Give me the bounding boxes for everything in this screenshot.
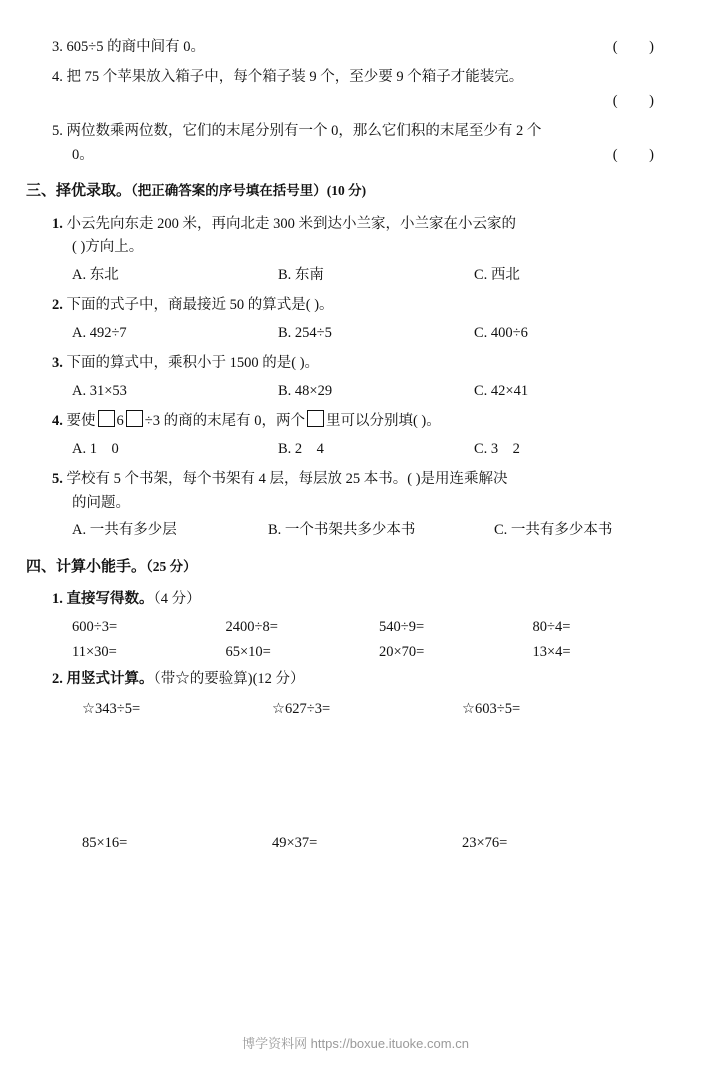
vertical-calc-item[interactable]: ☆603÷5= <box>462 700 521 717</box>
mental-math-item[interactable]: 11×30= <box>72 644 117 661</box>
item-text-cont: ( )方向上。 <box>72 239 144 256</box>
vertical-calc-row-2 <box>26 835 686 852</box>
choice-question-1-cont[interactable] <box>26 236 686 259</box>
section-three-heading <box>26 179 686 203</box>
option-c[interactable]: C. 400÷6 <box>474 324 528 341</box>
item-number: 3. <box>52 355 63 372</box>
item-text-pre: 要使 <box>66 413 96 430</box>
judgement-item-3 <box>26 36 686 59</box>
item-number: 4. <box>52 69 63 86</box>
item-number: 1. <box>52 215 63 232</box>
choice-question-5 <box>26 468 686 491</box>
item-text-cont: 0。 <box>72 146 94 163</box>
item-number: 2. <box>52 671 63 688</box>
item-text: 小云先向东走 200 米，再向北走 300 米到达小兰家，小兰家在小云家的 <box>66 215 516 232</box>
mental-math-row-2 <box>26 644 686 661</box>
worksheet-content <box>26 36 686 852</box>
item-text: 两位数乘两位数，它们的末尾分别有一个 0，那么它们积的末尾至少有 2 个 <box>66 123 542 140</box>
option-b[interactable]: B. 东南 <box>278 266 324 283</box>
judgement-item-5 <box>26 120 686 143</box>
choice-question-1 <box>26 213 686 236</box>
choice-question-4-options <box>26 438 686 461</box>
mental-math-item[interactable]: 2400÷8= <box>225 619 278 636</box>
choice-question-4 <box>26 410 686 433</box>
option-c[interactable]: C. 一共有多少本书 <box>494 522 613 539</box>
option-b[interactable]: B. 2 4 <box>278 440 324 457</box>
vertical-calc-item[interactable]: 23×76= <box>462 834 508 851</box>
option-a[interactable]: A. 1 0 <box>72 440 119 457</box>
section-three-subtitle: （把正确答案的序号填在括号里）(10 分) <box>131 183 367 199</box>
item-number: 4. <box>52 413 63 430</box>
section-four-heading <box>26 555 686 579</box>
option-c[interactable]: C. 42×41 <box>474 382 529 399</box>
item-text: 下面的算式中，乘积小于 1500 的是( )。 <box>66 355 320 372</box>
mental-math-row-1 <box>26 619 686 636</box>
item-text: 学校有 5 个书架，每个书架有 4 层，每层放 25 本书。( )是用连乘解决 <box>66 471 508 488</box>
option-a[interactable]: A. 31×53 <box>72 382 127 399</box>
subsection-2-heading <box>26 668 686 691</box>
item-text-cont: 的问题。 <box>72 494 130 511</box>
mental-math-item[interactable]: 20×70= <box>379 644 425 661</box>
answer-parenthesis[interactable]: ( ) <box>612 146 668 163</box>
option-b[interactable]: B. 48×29 <box>278 382 333 399</box>
judgement-item-4 <box>26 66 686 89</box>
item-text: 605÷5 的商中间有 0。 <box>66 39 205 55</box>
blank-box-3[interactable] <box>307 410 324 427</box>
answer-parenthesis[interactable]: ( ) <box>612 39 668 55</box>
blank-box-2[interactable] <box>126 410 143 427</box>
subsection-2-score: （带☆的要验算)(12 分） <box>153 671 305 688</box>
mental-math-item[interactable]: 13×4= <box>532 644 571 661</box>
option-a[interactable]: A. 一共有多少层 <box>72 522 177 539</box>
mental-math-item[interactable]: 65×10= <box>225 644 271 661</box>
choice-question-3 <box>26 352 686 375</box>
item-text: 下面的式子中，商最接近 50 的算式是( )。 <box>66 297 334 314</box>
item-number: 5. <box>52 123 63 140</box>
choice-question-1-options <box>26 264 686 287</box>
option-c[interactable]: C. 3 2 <box>474 440 520 457</box>
option-b[interactable]: B. 254÷5 <box>278 324 332 341</box>
vertical-calc-item[interactable]: ☆343÷5= <box>82 700 141 717</box>
answer-parenthesis[interactable]: ( ) <box>612 92 668 109</box>
section-three-title: 三、择优录取。 <box>26 183 132 200</box>
subsection-1-title: 直接写得数。 <box>66 590 154 607</box>
choice-question-2-options <box>26 322 686 345</box>
work-space-area[interactable] <box>26 718 686 826</box>
item-text-mid1: 6 <box>116 413 124 430</box>
item-text-mid2: ÷3 的商的末尾有 0，两个 <box>144 413 305 430</box>
mental-math-item[interactable]: 540÷9= <box>379 619 425 636</box>
item-number: 1. <box>52 590 63 607</box>
item-number: 5. <box>52 471 63 488</box>
mental-math-item[interactable]: 600÷3= <box>72 619 118 636</box>
item-text-post: 里可以分别填( )。 <box>325 413 441 430</box>
vertical-calc-item[interactable]: 49×37= <box>272 834 318 851</box>
item-number: 3. <box>52 39 63 55</box>
choice-question-5-options <box>26 519 686 542</box>
footer-watermark: 博学资料网 https://boxue.ituoke.com.cn <box>242 1036 469 1051</box>
subsection-1-score: （4 分） <box>153 590 201 607</box>
item-number: 2. <box>52 297 63 314</box>
vertical-calc-item[interactable]: 85×16= <box>82 834 128 851</box>
page-footer <box>0 1033 711 1052</box>
option-c[interactable]: C. 西北 <box>474 266 520 283</box>
item-text: 把 75 个苹果放入箱子中，每个箱子装 9 个，至少要 9 个箱子才能装完。 <box>66 69 524 86</box>
section-four-subtitle: （25 分） <box>146 558 197 574</box>
section-four-title: 四、计算小能手。 <box>26 558 147 575</box>
choice-question-3-options <box>26 380 686 403</box>
choice-question-5-cont <box>26 492 686 515</box>
judgement-item-4-answer-line <box>26 90 686 113</box>
judgement-item-5-cont <box>26 144 686 167</box>
mental-math-item[interactable]: 80÷4= <box>532 619 571 636</box>
vertical-calc-item[interactable]: ☆627÷3= <box>272 700 331 717</box>
vertical-calc-row-1 <box>26 701 686 718</box>
blank-box-1[interactable] <box>98 410 115 427</box>
option-b[interactable]: B. 一个书架共多少本书 <box>268 522 416 539</box>
option-a[interactable]: A. 492÷7 <box>72 324 127 341</box>
subsection-2-title: 用竖式计算。 <box>66 671 154 688</box>
option-a[interactable]: A. 东北 <box>72 266 119 283</box>
choice-question-2 <box>26 294 686 317</box>
subsection-1-heading <box>26 588 686 611</box>
